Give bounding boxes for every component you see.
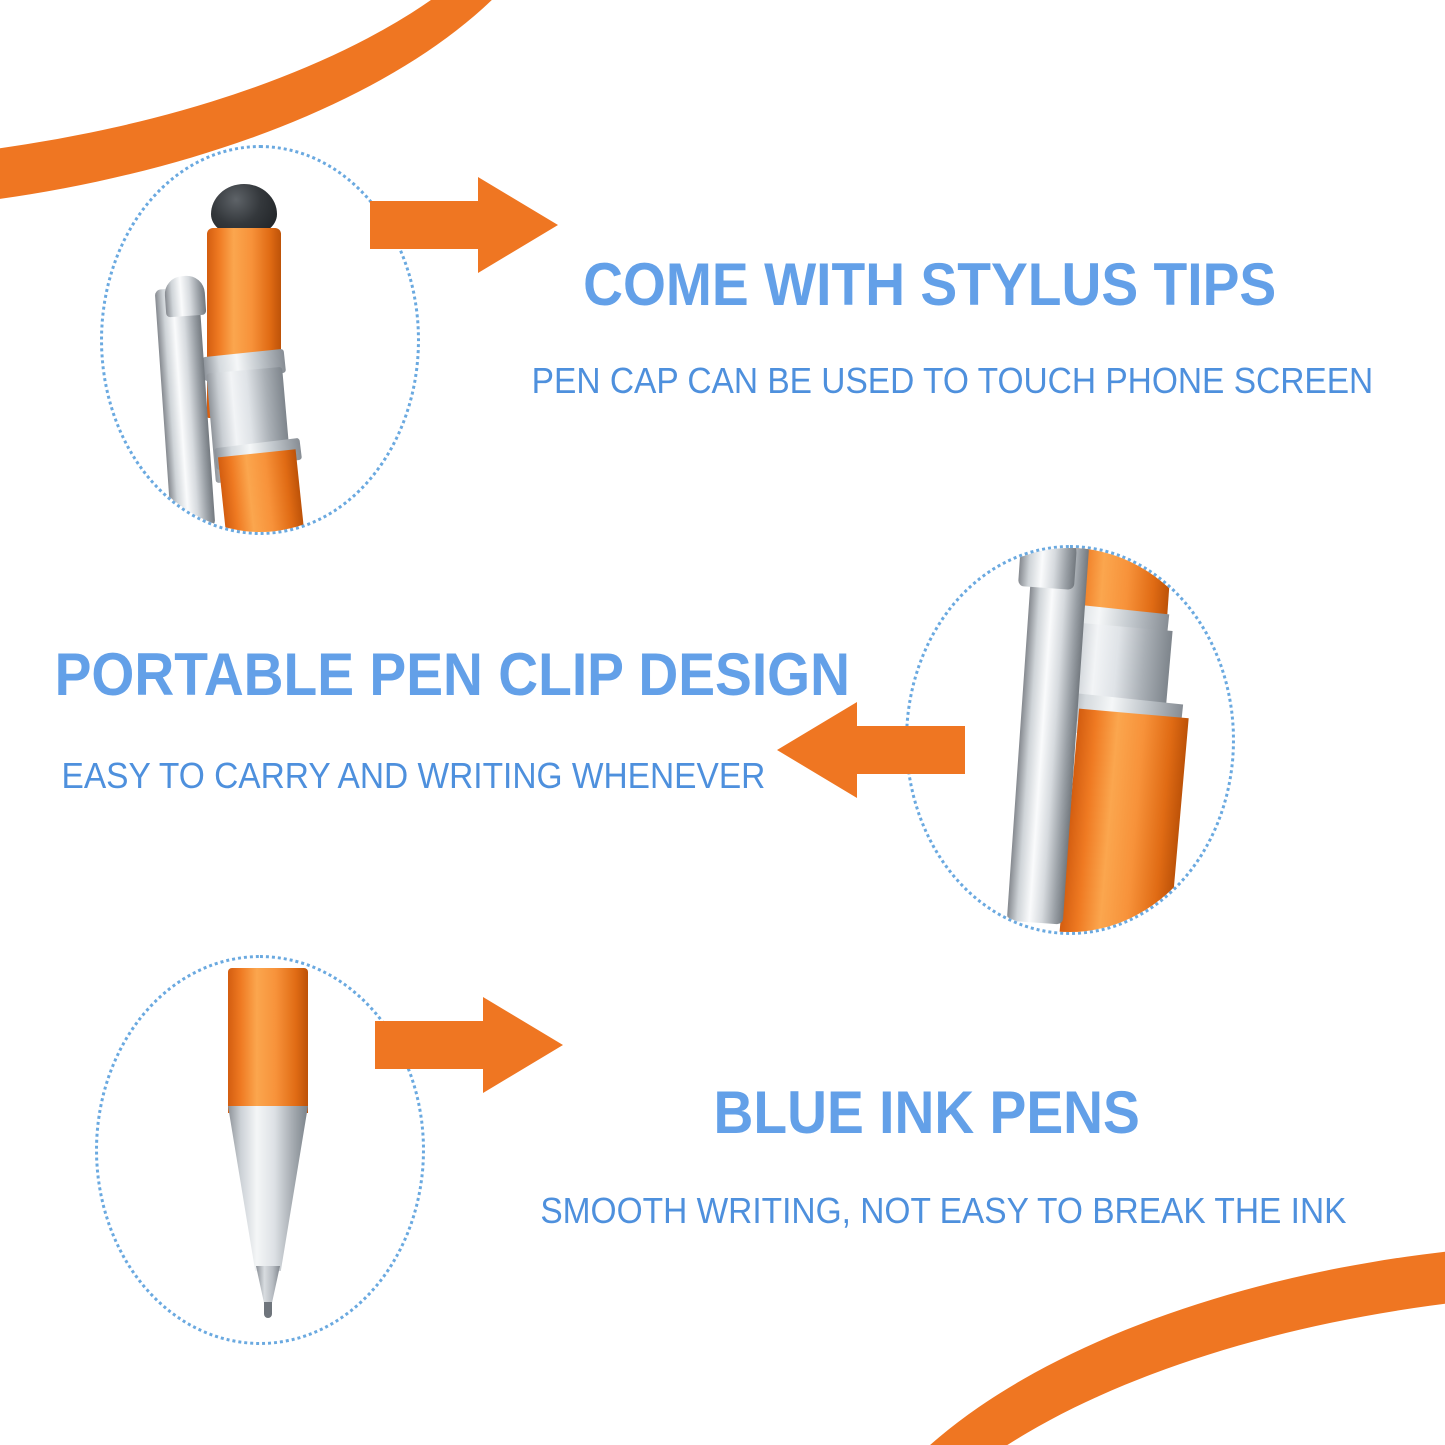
feature-headline-clip: PORTABLE PEN CLIP DESIGN [54,641,850,708]
arrow-left-clip [775,700,965,800]
feature-headline-ink: BLUE INK PENS [713,1079,1140,1146]
pen-grip-orange-ink [228,968,308,1113]
pen-ball-tip-ink [264,1302,272,1318]
pen-clip-top-shape [164,275,207,318]
pen-cone-silver-ink [228,1106,308,1271]
feature-subline-stylus: PEN CAP CAN BE USED TO TOUCH PHONE SCREEN [531,360,1374,401]
arrow-right-ink [375,995,565,1095]
pen-body-orange [218,449,306,535]
pen-body-orange-clip [1057,709,1188,935]
arrow-right-stylus [370,175,560,275]
pen-clip-top-shape-large [1018,545,1078,590]
feature-subline-ink: SMOOTH WRITING, NOT EASY TO BREAK THE INK [540,1190,1347,1231]
feature-headline-stylus: COME WITH STYLUS TIPS [583,251,1277,318]
feature-subline-clip: EASY TO CARRY AND WRITING WHENEVER [61,755,766,796]
